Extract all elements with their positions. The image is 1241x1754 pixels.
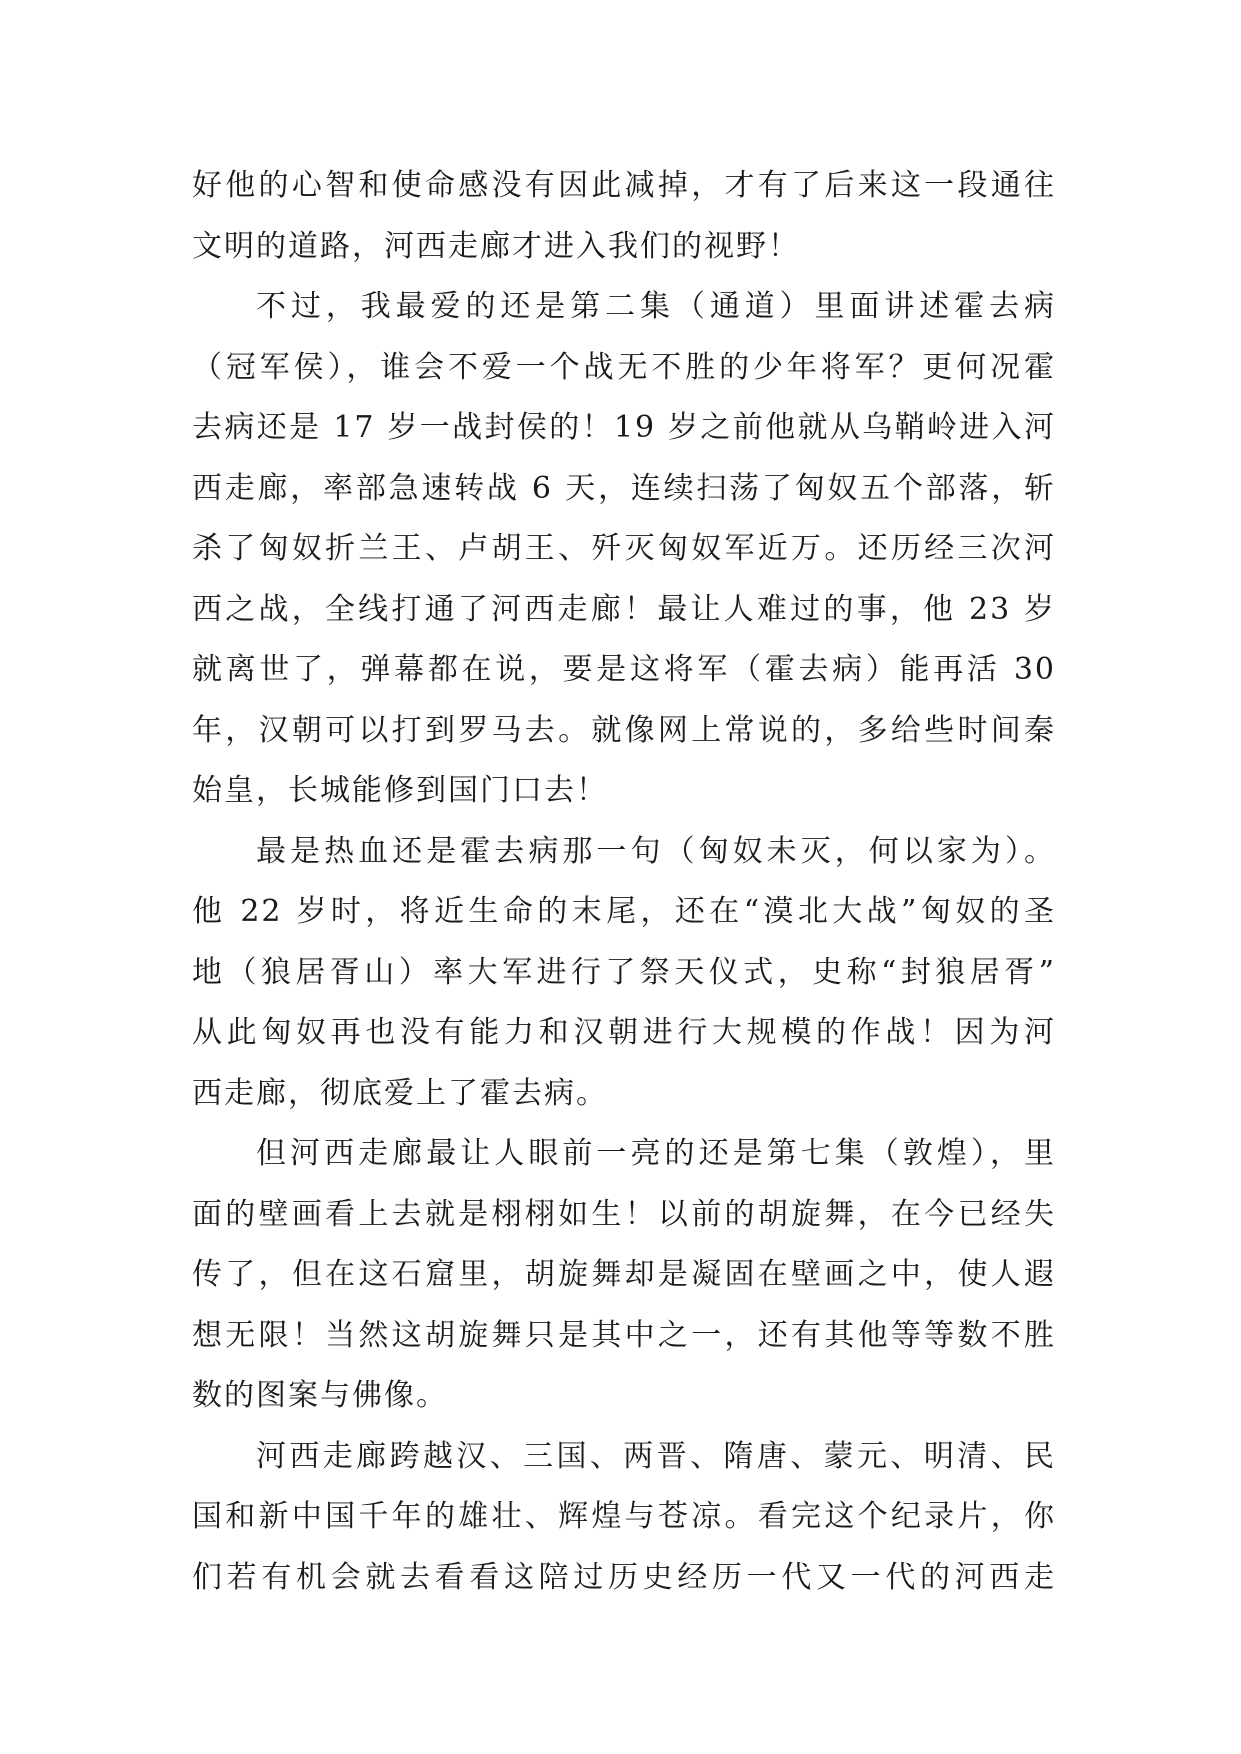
- text-line: 杀了匈奴折兰王、卢胡王、歼灭匈奴军近万。还历经三次河: [192, 531, 1056, 566]
- text-line: 但河西走廊最让人眼前一亮的还是第七集（敦煌），里: [256, 1136, 1056, 1171]
- text-line: 国和新中国千年的雄壮、辉煌与苍凉。看完这个纪录片，你: [192, 1499, 1056, 1534]
- paragraph-3: [192, 822, 1056, 1125]
- text-line: 想无限！当然这胡旋舞只是其中之一，还有其他等等数不胜: [192, 1317, 1056, 1353]
- paragraph-5: [192, 1427, 1056, 1609]
- text-line: 西走廊，率部急速转战 6 天，连续扫荡了匈奴五个部落，斩: [192, 470, 1056, 506]
- text-line: 传了，但在这石窟里，胡旋舞却是凝固在壁画之中，使人遐: [192, 1257, 1056, 1292]
- text-line: 不过，我最爱的还是第二集（通道）里面讲述霍去病: [256, 289, 1056, 324]
- text-line: 好他的心智和使命感没有因此减掉，才有了后来这一段通往: [192, 168, 1056, 203]
- body-text: [192, 156, 1056, 1608]
- text-line: 地（狼居胥山）率大军进行了祭天仪式，史称“封狼居胥”: [192, 954, 1056, 990]
- text-line: 年，汉朝可以打到罗马去。就像网上常说的，多给些时间秦: [192, 712, 1056, 748]
- text-line: 他 22 岁时，将近生命的末尾，还在“漠北大战”匈奴的圣: [192, 894, 1056, 929]
- text-line: 文明的道路，河西走廊才进入我们的视野！: [192, 228, 800, 264]
- text-line: 去病还是 17 岁一战封侯的！19 岁之前他就从乌鞘岭进入河: [192, 410, 1056, 445]
- text-line: 数的图案与佛像。: [192, 1378, 448, 1413]
- text-line: 始皇，长城能修到国门口去！: [192, 773, 608, 808]
- text-line: 从此匈奴再也没有能力和汉朝进行大规模的作战！因为河: [192, 1015, 1056, 1050]
- text-line: 西之战，全线打通了河西走廊！最让人难过的事，他 23 岁: [192, 591, 1056, 627]
- text-line: 河西走廊跨越汉、三国、两晋、隋唐、蒙元、明清、民: [256, 1438, 1056, 1474]
- paragraph-2: [192, 277, 1056, 822]
- paragraph-1: [192, 156, 1056, 277]
- text-line: 最是热血还是霍去病那一句（匈奴未灭，何以家为）。: [256, 833, 1056, 869]
- text-line: （冠军侯），谁会不爱一个战无不胜的少年将军？更何况霍: [192, 349, 1056, 385]
- paragraph-4: [192, 1124, 1056, 1427]
- text-line: 西走廊，彻底爱上了霍去病。: [192, 1075, 608, 1111]
- text-line: 们若有机会就去看看这陪过历史经历一代又一代的河西走: [192, 1559, 1056, 1595]
- text-line: 就离世了，弹幕都在说，要是这将军（霍去病）能再活 30: [192, 652, 1056, 687]
- text-line: 面的壁画看上去就是栩栩如生！以前的胡旋舞，在今已经失: [192, 1196, 1056, 1232]
